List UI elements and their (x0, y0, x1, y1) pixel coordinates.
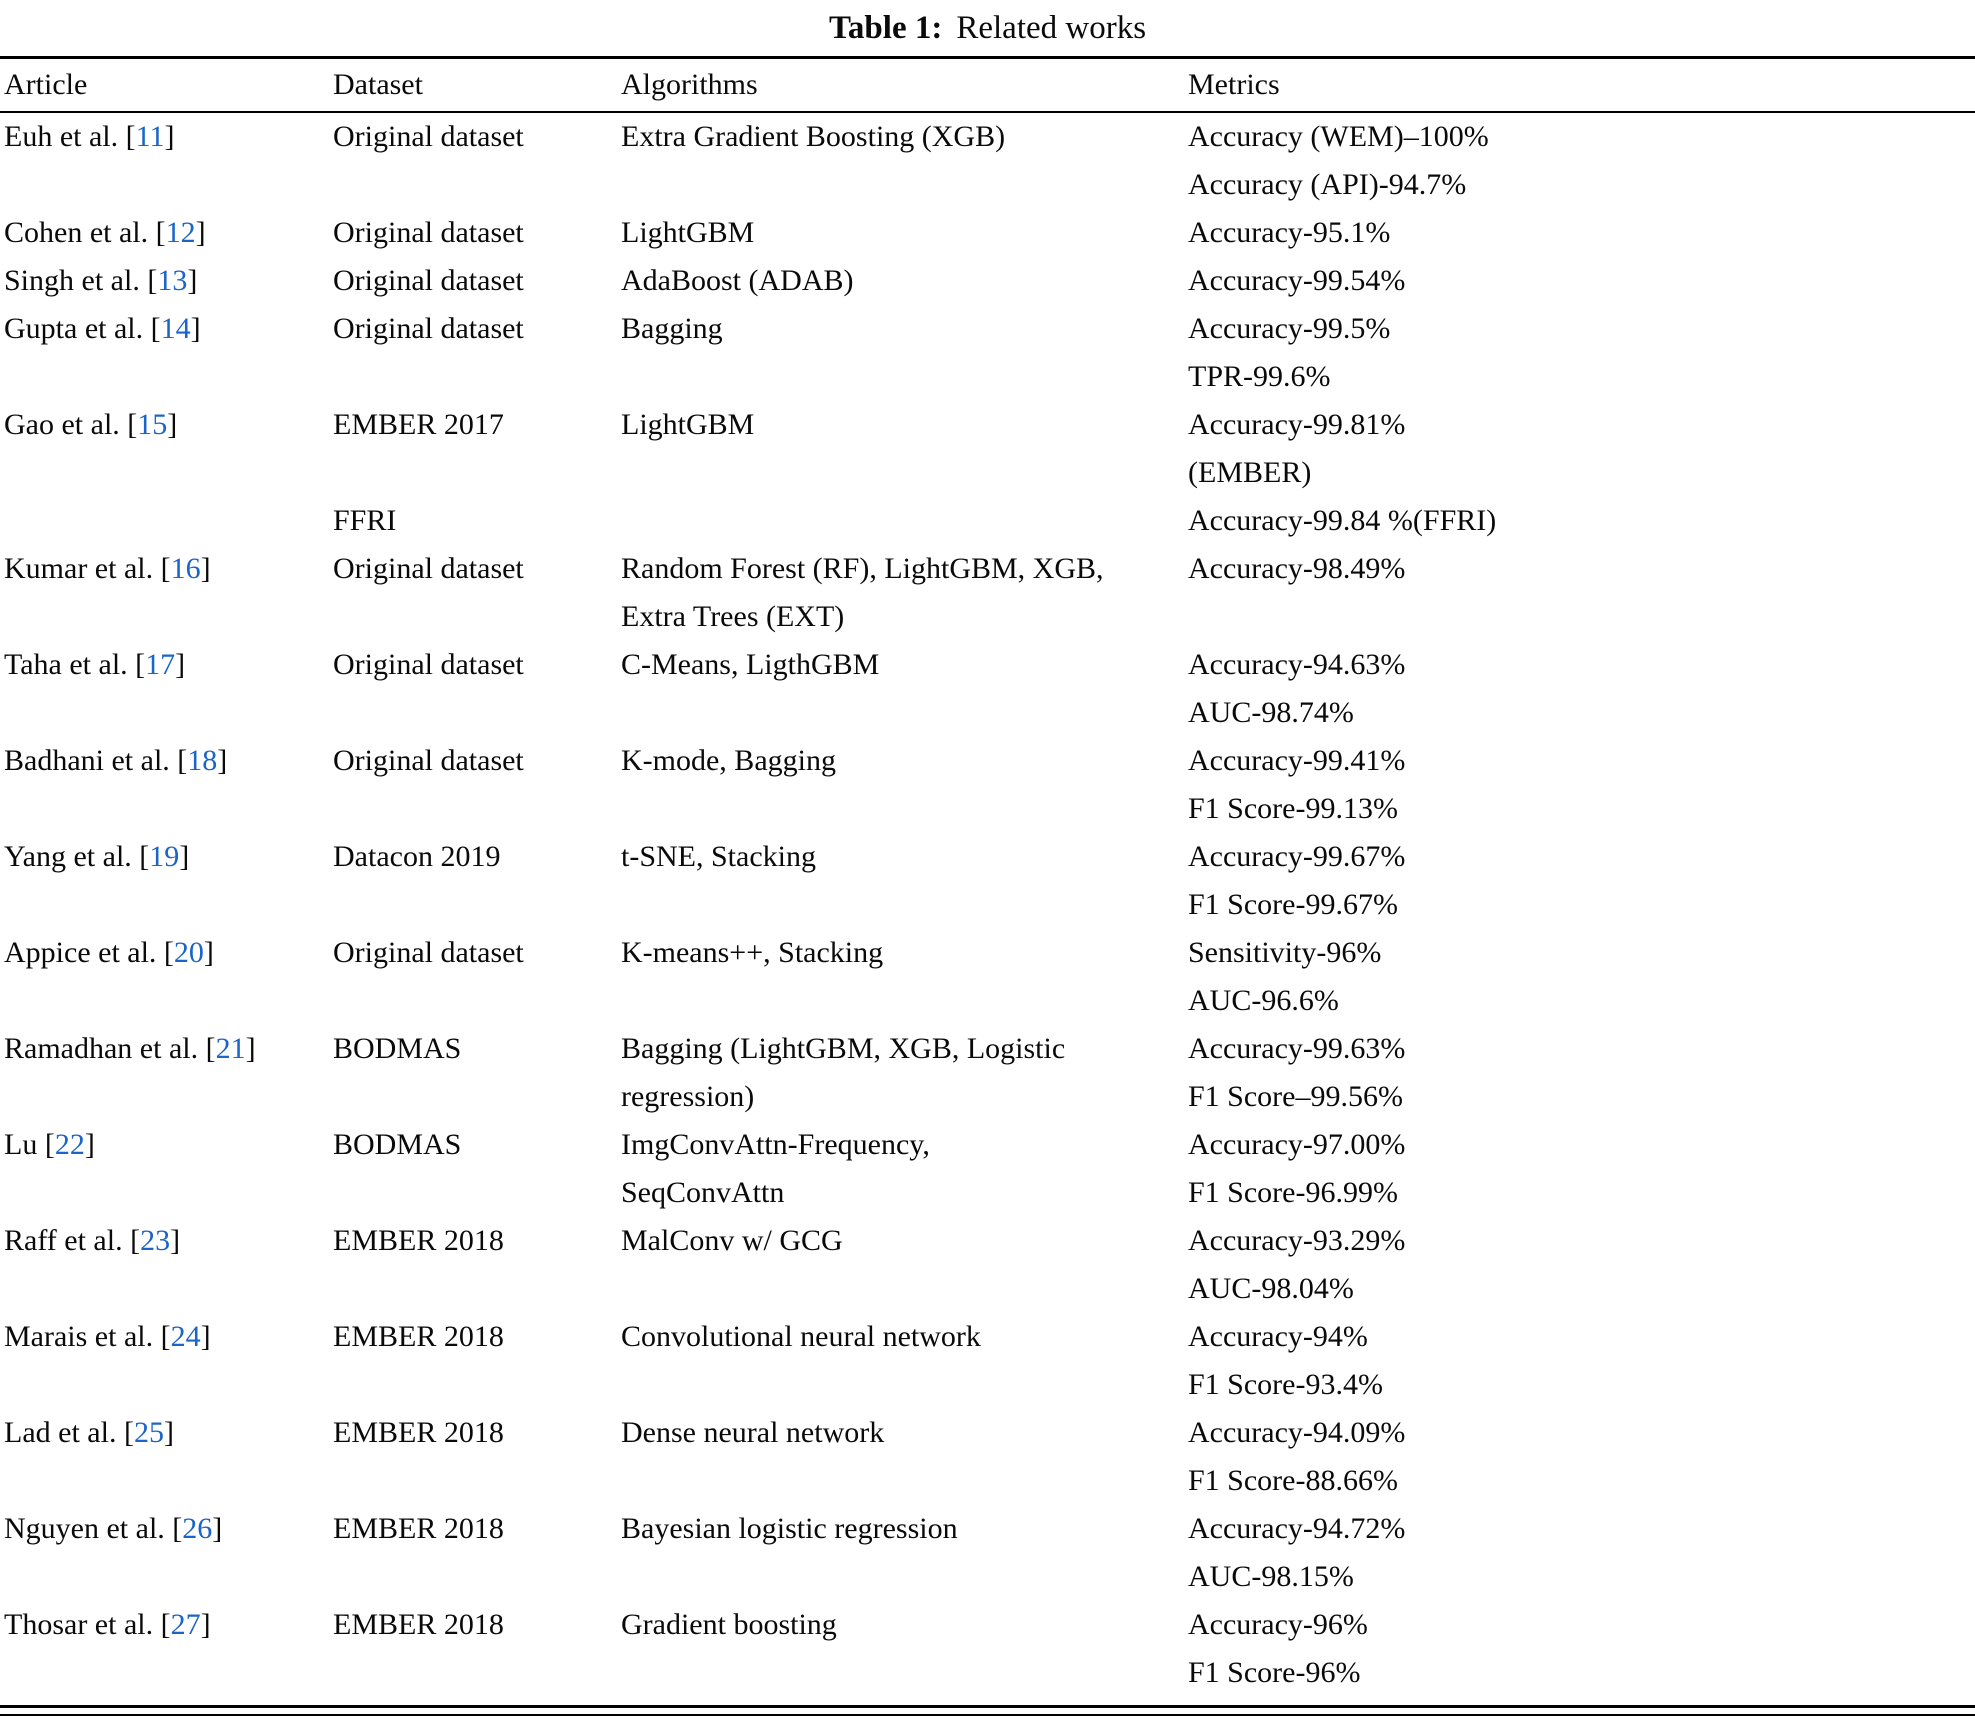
article-name: Lad et al. [ (4, 1416, 134, 1449)
article-line (4, 113, 333, 161)
article-bracket: ] (200, 1320, 211, 1353)
dataset-cell-line: EMBER 2018 (333, 1320, 504, 1353)
metrics-cell-line: F1 Score-96% (1188, 1656, 1361, 1689)
citation-link[interactable]: 12 (165, 216, 196, 249)
article-line (4, 1409, 333, 1457)
table-row (0, 1121, 1975, 1217)
citation-link[interactable]: 13 (157, 264, 188, 297)
algorithms-cell-line: K-means++, Stacking (621, 936, 884, 969)
article-name: Euh et al. [ (4, 120, 136, 153)
metrics-cell-line: Accuracy (API)-94.7% (1188, 168, 1467, 201)
dataset-cell (333, 1217, 621, 1313)
algorithms-cell (621, 401, 1188, 545)
article-bracket: ] (212, 1512, 223, 1545)
metrics-cell-line: Sensitivity-96% (1188, 936, 1382, 969)
table-bottom-rule-2 (0, 1714, 1975, 1716)
metrics-cell-line: Accuracy-99.67% (1188, 840, 1406, 873)
article-cell (4, 1601, 333, 1697)
metrics-cell-line: F1 Score-99.67% (1188, 888, 1398, 921)
dataset-cell (333, 1601, 621, 1697)
article-bracket: ] (245, 1032, 256, 1065)
metrics-cell (1188, 641, 1975, 737)
algorithms-cell (621, 1409, 1188, 1505)
table-row (0, 305, 1975, 401)
dataset-cell (333, 1409, 621, 1505)
column-header-metrics: Metrics (1188, 68, 1280, 101)
algorithms-cell-line: AdaBoost (ADAB) (621, 264, 854, 297)
dataset-cell (333, 209, 621, 257)
metrics-cell-line: AUC-96.6% (1188, 984, 1339, 1017)
citation-link[interactable]: 23 (140, 1224, 171, 1257)
metrics-cell-line: Accuracy-99.63% (1188, 1032, 1406, 1065)
dataset-cell (333, 1313, 621, 1409)
dataset-cell-line (333, 449, 621, 497)
table-row (0, 1025, 1975, 1121)
metrics-cell-line: Accuracy-97.00% (1188, 1128, 1406, 1161)
article-name: Kumar et al. [ (4, 552, 171, 585)
algorithms-cell-line: SeqConvAttn (621, 1176, 785, 1209)
metrics-cell (1188, 1409, 1975, 1505)
citation-link[interactable]: 19 (149, 840, 180, 873)
article-name: Singh et al. [ (4, 264, 158, 297)
metrics-cell-line: TPR-99.6% (1188, 360, 1331, 393)
article-cell (4, 1025, 333, 1121)
citation-link[interactable]: 16 (170, 552, 201, 585)
table-body (0, 113, 1975, 1697)
table-row (0, 113, 1975, 209)
table-header-row (0, 59, 1975, 111)
algorithms-cell-line: K-mode, Bagging (621, 744, 836, 777)
article-bracket: ] (203, 936, 214, 969)
article-cell (4, 1313, 333, 1409)
metrics-cell-line: F1 Score-96.99% (1188, 1176, 1398, 1209)
article-cell (4, 1505, 333, 1601)
dataset-cell (333, 1505, 621, 1601)
metrics-cell (1188, 257, 1975, 305)
article-bracket: ] (200, 552, 211, 585)
article-line (4, 1025, 333, 1073)
article-cell (4, 113, 333, 209)
article-name: Thosar et al. [ (4, 1608, 171, 1641)
article-line (4, 1313, 333, 1361)
article-line (4, 257, 333, 305)
metrics-cell-line: Accuracy-99.81% (1188, 408, 1406, 441)
algorithms-cell-line: Gradient boosting (621, 1608, 837, 1641)
article-name: Marais et al. [ (4, 1320, 171, 1353)
metrics-cell-line: F1 Score-99.13% (1188, 792, 1398, 825)
dataset-cell-line: Original dataset (333, 312, 524, 345)
article-name: Badhani et al. [ (4, 744, 188, 777)
citation-link[interactable]: 26 (182, 1512, 213, 1545)
table-row (0, 1601, 1975, 1697)
metrics-cell-line: Accuracy-94.09% (1188, 1416, 1406, 1449)
algorithms-cell (621, 1025, 1188, 1121)
metrics-cell-line: Accuracy-98.49% (1188, 552, 1406, 585)
metrics-cell-line: Accuracy-94% (1188, 1320, 1368, 1353)
article-name: Nguyen et al. [ (4, 1512, 183, 1545)
algorithms-cell-line: C-Means, LigthGBM (621, 648, 880, 681)
dataset-cell (333, 305, 621, 401)
article-name: Cohen et al. [ (4, 216, 166, 249)
article-bracket: ] (200, 1608, 211, 1641)
metrics-cell-line: Accuracy-99.5% (1188, 312, 1391, 345)
metrics-cell-line: Accuracy-95.1% (1188, 216, 1391, 249)
table-row (0, 833, 1975, 929)
dataset-cell-line: BODMAS (333, 1032, 462, 1065)
algorithms-cell-line: MalConv w/ GCG (621, 1224, 843, 1257)
metrics-cell (1188, 1217, 1975, 1313)
article-bracket: ] (170, 1224, 181, 1257)
table-row (0, 401, 1975, 545)
dataset-cell (333, 545, 621, 641)
table-row (0, 737, 1975, 833)
citation-link[interactable]: 24 (170, 1320, 201, 1353)
metrics-cell-line: Accuracy (WEM)–100% (1188, 120, 1489, 153)
metrics-cell-line: F1 Score-88.66% (1188, 1464, 1398, 1497)
article-cell (4, 1121, 333, 1217)
table-row (0, 1409, 1975, 1505)
algorithms-cell-line: t-SNE, Stacking (621, 840, 816, 873)
article-bracket: ] (163, 1416, 174, 1449)
algorithms-cell (621, 305, 1188, 401)
algorithms-cell (621, 737, 1188, 833)
article-name: Yang et al. [ (4, 840, 150, 873)
algorithms-cell (621, 1505, 1188, 1601)
article-bracket: ] (217, 744, 228, 777)
article-name: Lu [ (4, 1128, 55, 1161)
algorithms-cell (621, 257, 1188, 305)
citation-link[interactable]: 25 (133, 1416, 164, 1449)
article-name: Gupta et al. [ (4, 312, 161, 345)
metrics-cell-line: Accuracy-96% (1188, 1608, 1368, 1641)
article-name: Appice et al. [ (4, 936, 174, 969)
algorithms-cell (621, 1217, 1188, 1313)
metrics-cell-line: Accuracy-99.84 %(FFRI) (1188, 504, 1497, 537)
metrics-cell (1188, 305, 1975, 401)
table-row (0, 1313, 1975, 1409)
metrics-cell (1188, 209, 1975, 257)
dataset-cell (333, 641, 621, 737)
article-line (4, 641, 333, 689)
dataset-cell (333, 737, 621, 833)
article-cell (4, 209, 333, 257)
metrics-cell (1188, 929, 1975, 1025)
citation-link[interactable]: 22 (54, 1128, 85, 1161)
metrics-cell-line: AUC-98.74% (1188, 696, 1354, 729)
article-bracket: ] (190, 312, 201, 345)
algorithms-cell (621, 1601, 1188, 1697)
article-cell (4, 1217, 333, 1313)
article-name: Taha et al. [ (4, 648, 146, 681)
algorithms-cell (621, 833, 1188, 929)
article-cell (4, 641, 333, 737)
article-line (4, 1217, 333, 1265)
dataset-cell-line: Original dataset (333, 264, 524, 297)
citation-link[interactable]: 20 (173, 936, 204, 969)
dataset-cell (333, 401, 621, 545)
article-line (4, 1121, 333, 1169)
dataset-cell-line: Original dataset (333, 216, 524, 249)
algorithms-cell-line: Random Forest (RF), LightGBM, XGB, (621, 552, 1104, 585)
dataset-cell (333, 113, 621, 209)
dataset-cell (333, 1121, 621, 1217)
dataset-cell-line: FFRI (333, 504, 397, 537)
column-header-dataset: Dataset (333, 68, 423, 101)
citation-link[interactable]: 27 (170, 1608, 201, 1641)
algorithms-cell-line: LightGBM (621, 408, 755, 441)
citation-link[interactable]: 21 (215, 1032, 246, 1065)
article-bracket: ] (164, 120, 175, 153)
article-line (4, 1505, 333, 1553)
citation-link[interactable]: 17 (145, 648, 176, 681)
table-row (0, 929, 1975, 1025)
article-name: Raff et al. [ (4, 1224, 141, 1257)
table-row (0, 209, 1975, 257)
metrics-cell-line: Accuracy-94.63% (1188, 648, 1406, 681)
algorithms-cell (621, 1313, 1188, 1409)
algorithms-cell (621, 113, 1188, 209)
table-row (0, 257, 1975, 305)
metrics-cell-line: (EMBER) (1188, 456, 1312, 489)
article-bracket: ] (179, 840, 190, 873)
metrics-cell-line: Accuracy-99.41% (1188, 744, 1406, 777)
algorithms-cell (621, 209, 1188, 257)
dataset-cell-line: Original dataset (333, 552, 524, 585)
article-name: Gao et al. [ (4, 408, 138, 441)
article-bracket: ] (84, 1128, 95, 1161)
metrics-cell-line: Accuracy-93.29% (1188, 1224, 1406, 1257)
metrics-cell (1188, 545, 1975, 641)
citation-link[interactable]: 14 (160, 312, 191, 345)
metrics-cell (1188, 1121, 1975, 1217)
metrics-cell-line: Accuracy-94.72% (1188, 1512, 1406, 1545)
metrics-cell (1188, 1313, 1975, 1409)
algorithms-cell (621, 929, 1188, 1025)
article-cell (4, 929, 333, 1025)
dataset-cell-line: Original dataset (333, 648, 524, 681)
article-cell (4, 305, 333, 401)
dataset-cell (333, 257, 621, 305)
dataset-cell (333, 833, 621, 929)
article-bracket: ] (167, 408, 178, 441)
citation-link[interactable]: 15 (137, 408, 168, 441)
dataset-cell (333, 929, 621, 1025)
algorithms-cell-line: Extra Gradient Boosting (XGB) (621, 120, 1006, 153)
article-name: Ramadhan et al. [ (4, 1032, 216, 1065)
article-bracket: ] (195, 216, 206, 249)
algorithms-cell-line: ImgConvAttn-Frequency, (621, 1128, 930, 1161)
article-cell (4, 401, 333, 545)
column-header-algorithms: Algorithms (621, 68, 758, 101)
article-line (4, 737, 333, 785)
metrics-cell (1188, 401, 1975, 545)
dataset-cell-line: EMBER 2018 (333, 1224, 504, 1257)
article-line (4, 305, 333, 353)
algorithms-cell-line: Extra Trees (EXT) (621, 600, 845, 633)
dataset-cell (333, 1025, 621, 1121)
dataset-cell-line: Original dataset (333, 744, 524, 777)
algorithms-cell (621, 641, 1188, 737)
dataset-cell-line: EMBER 2018 (333, 1512, 504, 1545)
table-bottom-rule-1 (0, 1705, 1975, 1708)
table-row (0, 1217, 1975, 1313)
dataset-cell-line: Original dataset (333, 120, 524, 153)
algorithms-cell-line: Bagging (621, 312, 723, 345)
table-caption-label: Table 1: (828, 10, 943, 46)
metrics-cell (1188, 1505, 1975, 1601)
metrics-cell-line: AUC-98.04% (1188, 1272, 1354, 1305)
table-row (0, 1505, 1975, 1601)
article-bracket: ] (175, 648, 186, 681)
article-bracket: ] (187, 264, 198, 297)
metrics-cell-line: F1 Score-93.4% (1188, 1368, 1383, 1401)
metrics-cell (1188, 737, 1975, 833)
article-line (4, 833, 333, 881)
article-cell (4, 257, 333, 305)
article-cell (4, 833, 333, 929)
metrics-cell (1188, 1025, 1975, 1121)
article-line (4, 545, 333, 593)
citation-link[interactable]: 11 (135, 120, 165, 153)
dataset-cell-line: EMBER 2017 (333, 408, 504, 441)
algorithms-cell (621, 545, 1188, 641)
article-line (4, 1601, 333, 1649)
dataset-cell-line: Original dataset (333, 936, 524, 969)
table-row (0, 641, 1975, 737)
algorithms-cell-line: Bagging (LightGBM, XGB, Logistic (621, 1032, 1066, 1065)
citation-link[interactable]: 18 (187, 744, 218, 777)
dataset-cell-line: Datacon 2019 (333, 840, 501, 873)
algorithms-cell-line: Bayesian logistic regression (621, 1512, 958, 1545)
algorithms-cell-line: Convolutional neural network (621, 1320, 981, 1353)
table-row (0, 545, 1975, 641)
dataset-cell-line: BODMAS (333, 1128, 462, 1161)
article-line (4, 929, 333, 977)
article-cell (4, 1409, 333, 1505)
algorithms-cell-line: regression) (621, 1080, 755, 1113)
metrics-cell (1188, 1601, 1975, 1697)
algorithms-cell (621, 1121, 1188, 1217)
metrics-cell (1188, 833, 1975, 929)
dataset-cell-line: EMBER 2018 (333, 1608, 504, 1641)
article-cell (4, 545, 333, 641)
table-caption (0, 6, 1975, 50)
metrics-cell-line: AUC-98.15% (1188, 1560, 1354, 1593)
dataset-cell-line: EMBER 2018 (333, 1416, 504, 1449)
metrics-cell-line: Accuracy-99.54% (1188, 264, 1406, 297)
table-caption-text: Related works (956, 10, 1147, 46)
article-cell (4, 737, 333, 833)
column-header-article: Article (4, 68, 88, 101)
table-bottom-rules (0, 1705, 1975, 1716)
article-line (4, 209, 333, 257)
metrics-cell (1188, 113, 1975, 209)
algorithms-cell-line: Dense neural network (621, 1416, 885, 1449)
algorithms-cell-line: LightGBM (621, 216, 755, 249)
metrics-cell-line: F1 Score–99.56% (1188, 1080, 1403, 1113)
article-line (4, 401, 333, 449)
